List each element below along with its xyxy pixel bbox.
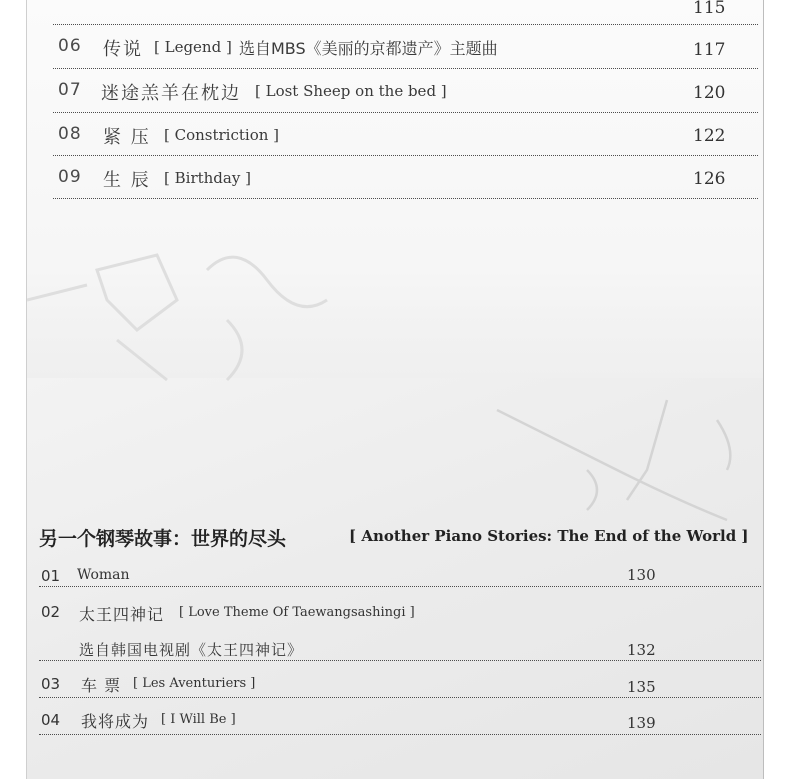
track-title-en: [ Legend ] bbox=[154, 38, 232, 56]
toc-rule bbox=[39, 734, 761, 735]
track-page-number: 135 bbox=[627, 678, 656, 696]
track-title-zh: 迷途羔羊在枕边 bbox=[101, 83, 241, 104]
track-title-zh: 我将成为 bbox=[81, 712, 150, 731]
track-title-en: [ Lost Sheep on the bed ] bbox=[255, 82, 447, 100]
track-title-en: [ I Will Be ] bbox=[161, 712, 236, 727]
track-number: 09 bbox=[58, 167, 82, 187]
track-title-en: Woman bbox=[77, 567, 130, 583]
partial-page-number: 115 bbox=[693, 0, 726, 18]
track-page-number: 130 bbox=[627, 566, 656, 584]
track-number: 07 bbox=[58, 80, 82, 100]
track-page-number: 139 bbox=[627, 714, 656, 732]
track-number: 01 bbox=[41, 567, 61, 585]
section-title-zh: 另一个钢琴故事：世界的尽头 bbox=[39, 528, 287, 550]
track-title-en: [ Constriction ] bbox=[164, 126, 280, 144]
track-number: 03 bbox=[41, 675, 61, 693]
track-title-en: [ Les Aventuriers ] bbox=[133, 676, 256, 691]
toc-row bbox=[53, 114, 758, 156]
track-title-zh: 太王四神记 bbox=[79, 605, 165, 624]
track-note: 选自MBS《美丽的京都遗产》主题曲 bbox=[239, 39, 498, 58]
track-number: 02 bbox=[41, 603, 61, 621]
toc-row-top-rule bbox=[53, 0, 758, 25]
track-title-en: [ Love Theme Of Taewangsashingi ] bbox=[179, 605, 415, 620]
track-page-number: 126 bbox=[693, 169, 726, 189]
track-page-number: 132 bbox=[627, 641, 656, 659]
track-title-zh: 生 辰 bbox=[103, 170, 151, 191]
toc-rule bbox=[39, 660, 761, 661]
book-page bbox=[26, 0, 764, 779]
track-title-en: [ Birthday ] bbox=[164, 169, 251, 187]
toc-rule bbox=[39, 586, 761, 587]
track-title-zh: 传说 bbox=[103, 39, 143, 60]
track-note: 选自韩国电视剧《太王四神记》 bbox=[79, 641, 304, 659]
section-title-en: [ Another Piano Stories: The End of the World ] bbox=[349, 527, 749, 545]
toc-row bbox=[53, 157, 758, 199]
track-number: 08 bbox=[58, 124, 82, 144]
track-page-number: 122 bbox=[693, 126, 726, 146]
track-page-number: 120 bbox=[693, 83, 726, 103]
track-number: 06 bbox=[58, 36, 82, 56]
toc-rule bbox=[39, 697, 761, 698]
track-title-zh: 车 票 bbox=[81, 676, 122, 695]
track-title-zh: 紧 压 bbox=[103, 127, 151, 148]
track-page-number: 117 bbox=[693, 40, 726, 60]
track-number: 04 bbox=[41, 711, 61, 729]
